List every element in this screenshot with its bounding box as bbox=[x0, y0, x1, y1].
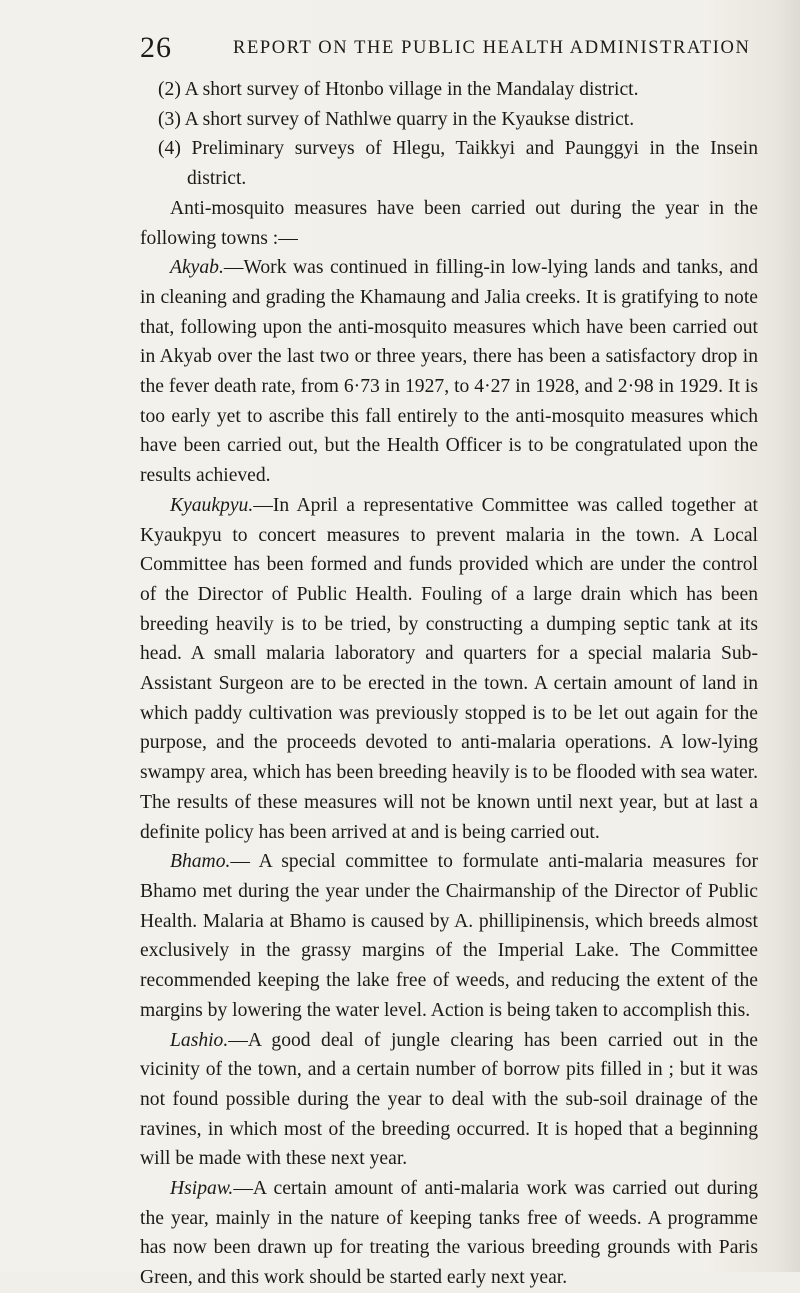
survey-item: (2) A short survey of Htonbo village in the Mandalay district. bbox=[158, 79, 639, 100]
town-name: Akyab. bbox=[170, 257, 224, 279]
town-text: —Work was continued in filling-in low-lying lands and tanks, and in cleaning and grading the Khamaung and Jalia creeks. It is gratifying to note that, following upon the anti-mosquito measures which have been carried out in Akyab over the last two or three years, there has been a satisfactory drop in the fever death rate, from 6·73 in 1927, to 4·27 in 1928, and 2·98 in 1929. It is too early yet to ascribe this fall entirely to the anti-mosquito measures which have been carried out, but the Health Officer is to be congratulated upon the results achieved. bbox=[140, 257, 758, 487]
town-text: —A good deal of jungle clearing has been carried out in the vicinity of the town, and a certain number of borrow pits filled in ; but it was not found possible during the year to deal with the sub-soil drainage of the ravines, in which most of the breeding occurred. It is hoped that a beginning will be made with these next year. bbox=[140, 1029, 758, 1170]
survey-item: (4) Preliminary surveys of Hlegu, Taikkyi and Paunggyi in the Insein district. bbox=[158, 138, 758, 190]
town-paragraph-akyab bbox=[140, 253, 758, 491]
town-text: —In April a representative Committee was called together at Kyaukpyu to concert measures to prevent malaria in the town. A Local Committee has been formed and funds provided which are under the control of the Director of Public Health. Fouling of a large drain which has been breeding heavily is to be tried, by constructing a dumping septic tank at its head. A small malaria laboratory and quarters for a special malaria Sub-Assistant Surgeon are to be erected in the town. A certain amount of land in which paddy cultivation was previously stopped is to be let out again for the purpose, and the proceeds devoted to anti-malaria operations. A low-lying swampy area, which has been breeding heavily is to be flooded with sea water. The results of these measures will not be known until next year, but at last a definite policy has been arrived at and is being carried out. bbox=[140, 494, 758, 843]
town-text: —A certain amount of anti-malaria work was carried out during the year, mainly in the nature of keeping tanks free of weeds. A programme has now been drawn up for treating the various breeding grounds with Paris Green, and this work should be started early next year. bbox=[140, 1178, 758, 1289]
town-paragraph-bhamo bbox=[140, 847, 758, 1025]
town-name: Lashio. bbox=[170, 1029, 229, 1051]
running-title: REPORT ON THE PUBLIC HEALTH ADMINISTRATION bbox=[233, 38, 751, 58]
survey-item: (3) A short survey of Nathlwe quarry in the Kyaukse district. bbox=[158, 108, 635, 130]
town-paragraph-hsipaw bbox=[140, 1174, 758, 1293]
town-paragraph-kyaukpyu bbox=[140, 491, 758, 847]
town-name: Hsipaw. bbox=[170, 1178, 234, 1200]
town-paragraph-lashio bbox=[140, 1026, 758, 1175]
report-body bbox=[140, 75, 758, 1293]
page-number: 26 bbox=[140, 31, 172, 64]
town-name: Kyaukpyu. bbox=[170, 494, 254, 516]
town-name: Bhamo. bbox=[170, 851, 231, 873]
intro-paragraph: Anti-mosquito measures have been carried out during the year in the following towns :— bbox=[140, 197, 758, 249]
town-text: — A special committee to formulate anti-malaria measures for Bhamo met during the year under the Chairmanship of the Director of Public Health. Malaria at Bhamo is caused by A. phillipinensis, which breeds almost exclusively in the grassy margins of the Imperial Lake. The Committee recommended keeping the lake free of weeds, and reducing the extent of the margins by lowering the water level. Action is being taken to accomplish this. bbox=[140, 851, 758, 1021]
page-header bbox=[140, 28, 760, 68]
